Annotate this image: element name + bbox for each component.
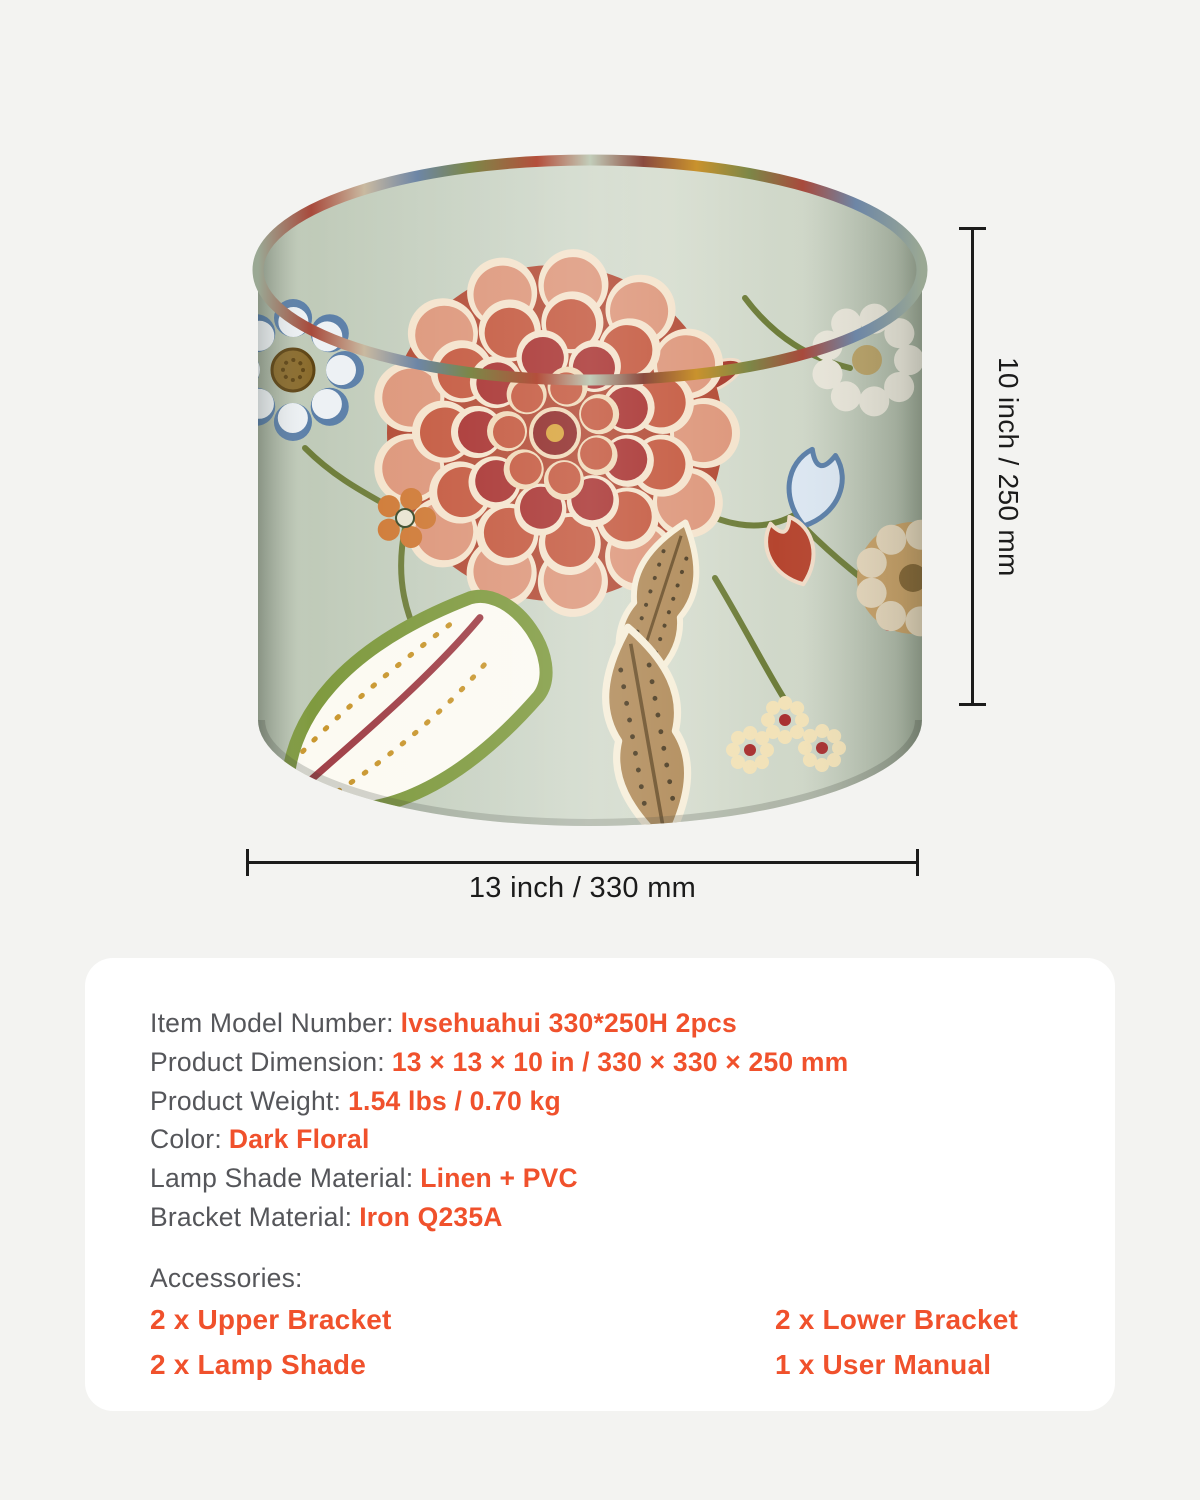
accessory-item: 2 x Lower Bracket	[775, 1303, 1019, 1335]
spec-label: Product Weight:	[150, 1085, 342, 1116]
fabric-pattern	[245, 160, 935, 838]
accessories-heading: Accessories:	[150, 1262, 303, 1293]
spec-label: Lamp Shade Material:	[150, 1163, 414, 1194]
spec-row-color	[150, 1120, 1050, 1159]
lamp-shade-illustration	[245, 148, 935, 838]
spec-label: Product Dimension:	[150, 1046, 385, 1077]
accessory-item: 1 x User Manual	[775, 1348, 992, 1380]
spec-card	[85, 958, 1115, 1411]
spec-row-weight	[150, 1082, 1050, 1121]
accessory-item: 2 x Upper Bracket	[150, 1303, 392, 1335]
spec-value: Iron Q235A	[359, 1201, 503, 1232]
spec-row-bracket-material	[150, 1198, 1050, 1237]
spec-label: Item Model Number:	[150, 1008, 394, 1038]
spec-label: Bracket Material:	[150, 1201, 353, 1232]
height-dimension-line	[971, 228, 974, 705]
height-dimension-label: 10 inch / 250 mm	[993, 356, 1024, 577]
spec-value: lvsehuahui 330*250H 2pcs	[400, 1008, 737, 1038]
spec-value: 1.54 lbs / 0.70 kg	[348, 1085, 561, 1116]
accessory-item: 2 x Lamp Shade	[150, 1348, 366, 1380]
spec-row-shade-material	[150, 1159, 1050, 1198]
spec-value: Dark Floral	[228, 1124, 370, 1155]
accessories-list	[150, 1302, 1050, 1382]
width-dimension-line	[247, 861, 918, 864]
spec-row-model	[150, 1004, 1050, 1043]
lamp-shade-image	[245, 148, 935, 838]
spec-label: Color:	[150, 1124, 222, 1155]
spec-value: 13 × 13 × 10 in / 330 × 330 × 250 mm	[391, 1046, 849, 1077]
spec-row-dimension	[150, 1043, 1050, 1082]
width-dimension-label: 13 inch / 330 mm	[468, 872, 697, 904]
spec-value: Linen + PVC	[420, 1163, 578, 1194]
height-dimension-tick-top	[959, 227, 986, 230]
height-dimension-tick-bottom	[959, 703, 986, 706]
